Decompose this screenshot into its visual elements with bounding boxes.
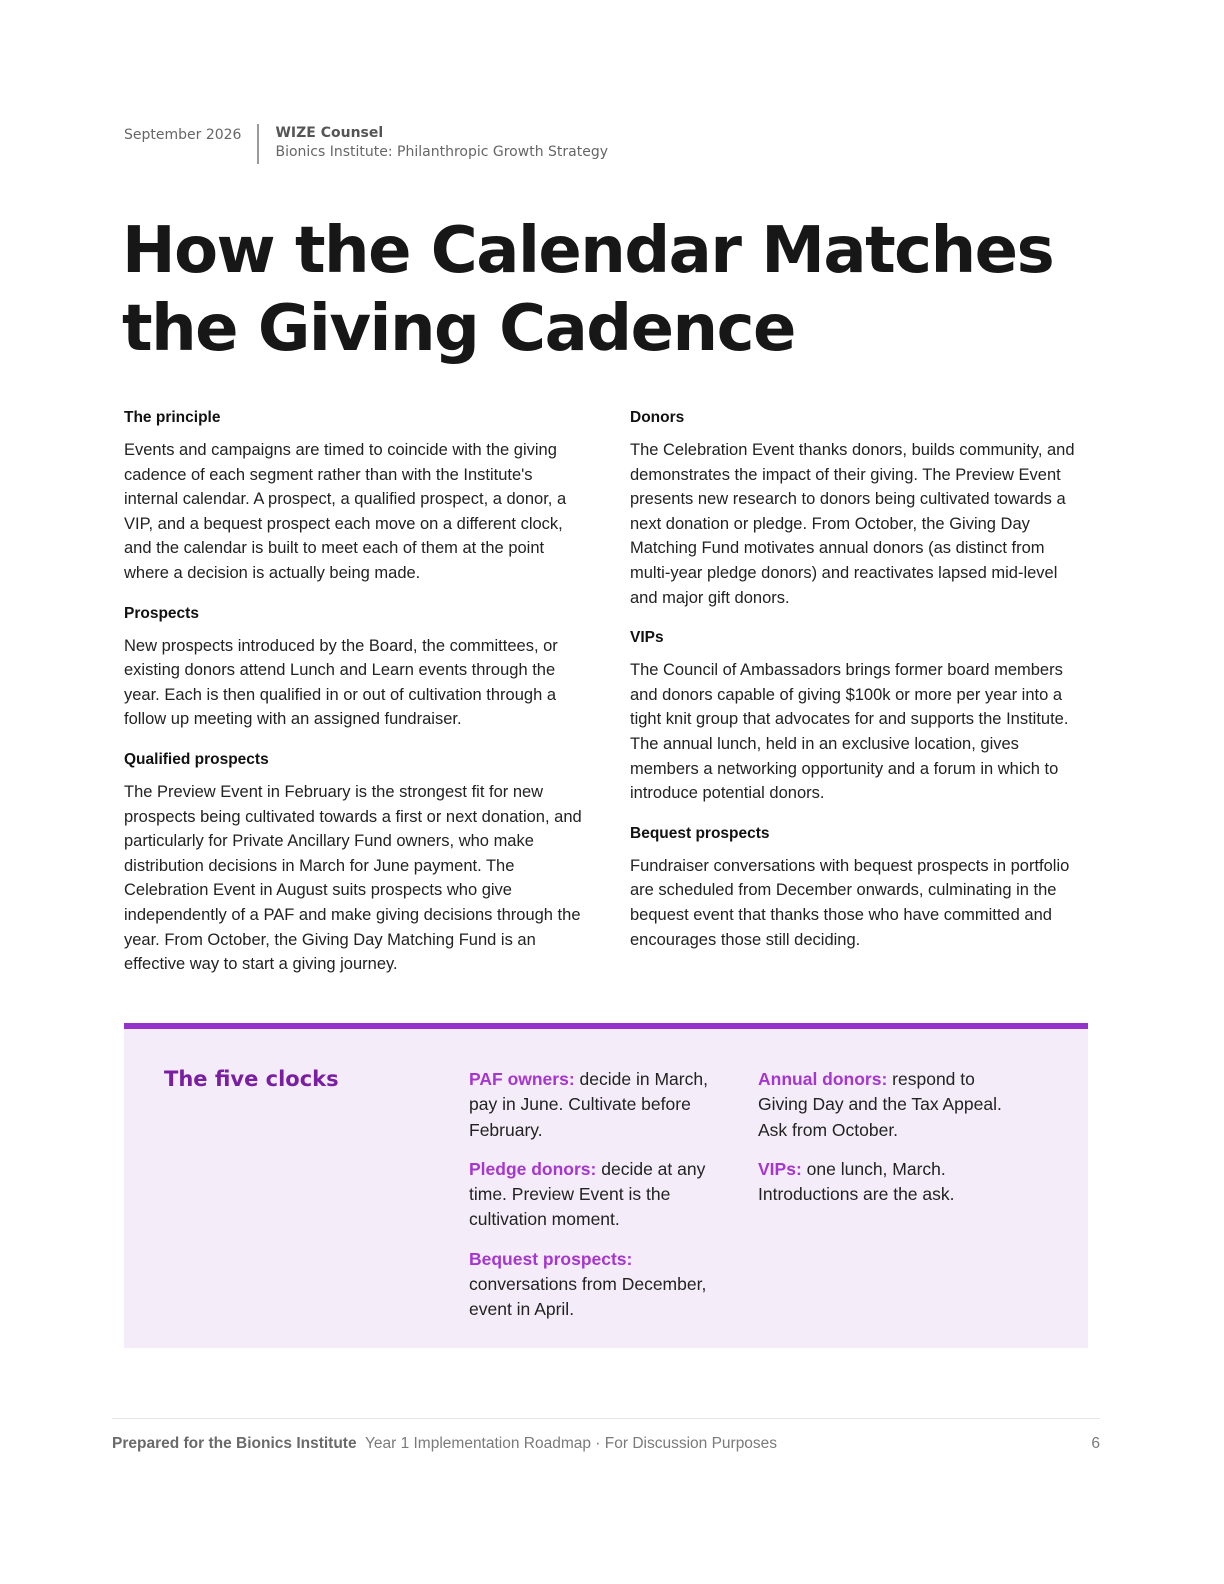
section-heading: Qualified prospects — [124, 750, 269, 768]
section-body: The Celebration Event thanks donors, builds community, and demonstrates the impact of their giving. The Preview Event presents new research to donors being cultivated towards a next donation or pledge. From October, the Giving Day Matching Fund motivates annual donors (as distinct from multi-year pledge donors) and reactivates lapsed mid-level and major gift donors. — [630, 441, 1075, 607]
section-principle — [124, 408, 582, 586]
clock-label: Pledge donors: — [469, 1158, 597, 1179]
clock-item — [758, 1157, 1016, 1208]
section-heading: Donors — [630, 409, 685, 426]
header-meta — [275, 124, 608, 162]
clock-text: respond to Giving Day and the Tax Appeal. Ask from October. — [758, 1069, 1002, 1140]
section-body: The Preview Event in February is the strongest fit for new prospects being cultivated towards a first or next donation, and particularly for Private Ancillary Fund owners, who make distribution decisions in March for June payment. The Celebration Event in August suits prospects who give independently of a PAF and make giving decisions through the year. From October, the Giving Day Matching Fund is an effective way to start a giving journey. — [124, 782, 582, 974]
header-firm: WIZE Counsel — [275, 125, 384, 141]
section-prospects — [124, 604, 582, 732]
clock-item — [469, 1157, 727, 1233]
section-body: Events and campaigns are timed to coincide with the giving cadence of each segment rather than with the Institute's internal calendar. A prospect, a qualified prospect, a donor, a VIP, and a bequest prospect each move on a different clock, and the calendar is built to meet each of them at the point where a decision is actually being made. — [124, 441, 567, 582]
footer-subtitle: Year 1 Implementation Roadmap · For Discussion Purposes — [364, 1435, 778, 1452]
clock-text: conversations from December, event in April. — [469, 1274, 707, 1320]
document-header — [124, 124, 608, 164]
left-column — [124, 408, 582, 995]
page-footer — [112, 1418, 1100, 1453]
clock-label: Annual donors: — [758, 1069, 888, 1089]
callout-column-2 — [758, 1067, 1016, 1221]
section-bequest-prospects — [630, 824, 1088, 952]
right-column — [630, 408, 1088, 970]
clock-text: decide at any time. Preview Event is the cultivation moment. — [469, 1158, 706, 1230]
clock-item — [469, 1067, 727, 1143]
clock-label: Bequest prospects: — [469, 1248, 633, 1269]
section-body: The Council of Ambassadors brings former board members and donors capable of giving $100k or more per year into a tight knit group that advocates for and supports the Institute. The annual lunch, held in an exclusive location, gives members a networking opportunity and a forum in which to introduce potential donors. — [630, 661, 1069, 803]
section-vips — [630, 628, 1088, 806]
header-date: September 2026 — [124, 127, 242, 143]
page-number: 6 — [1091, 1435, 1100, 1452]
header-divider — [257, 124, 259, 164]
footer-prepared: Prepared for the Bionics Institute — [112, 1435, 357, 1452]
clock-text: one lunch, March. Introductions are the ask. — [758, 1158, 955, 1205]
section-qualified-prospects — [124, 750, 582, 977]
section-heading: Bequest prospects — [630, 824, 770, 842]
clock-item — [758, 1067, 1016, 1143]
clock-label: PAF owners: — [469, 1069, 575, 1089]
callout-column-1 — [469, 1067, 727, 1337]
page-title: How the Calendar Matches the Giving Cadence — [122, 214, 1054, 366]
five-clocks-callout — [124, 1023, 1088, 1348]
callout-heading: The five clocks — [164, 1067, 339, 1091]
section-heading: Prospects — [124, 604, 199, 622]
section-heading: The principle — [124, 409, 221, 426]
section-donors — [630, 408, 1088, 610]
clock-text: decide in March, pay in June. Cultivate before February. — [469, 1069, 708, 1140]
section-heading: VIPs — [630, 629, 664, 647]
clock-label: VIPs: — [758, 1158, 802, 1179]
section-body: New prospects introduced by the Board, the committees, or existing donors attend Lunch and Learn events through the year. Each is then qualified in or out of cultivation through a follow up meeting with an assigned fundraiser. — [124, 636, 558, 729]
section-body: Fundraiser conversations with bequest prospects in portfolio are scheduled from December onwards, culminating in the bequest event that thanks those who have committed and encourages those still deciding. — [630, 856, 1070, 949]
header-doc-title: Bionics Institute: Philanthropic Growth Strategy — [275, 144, 608, 160]
clock-item — [469, 1247, 727, 1323]
